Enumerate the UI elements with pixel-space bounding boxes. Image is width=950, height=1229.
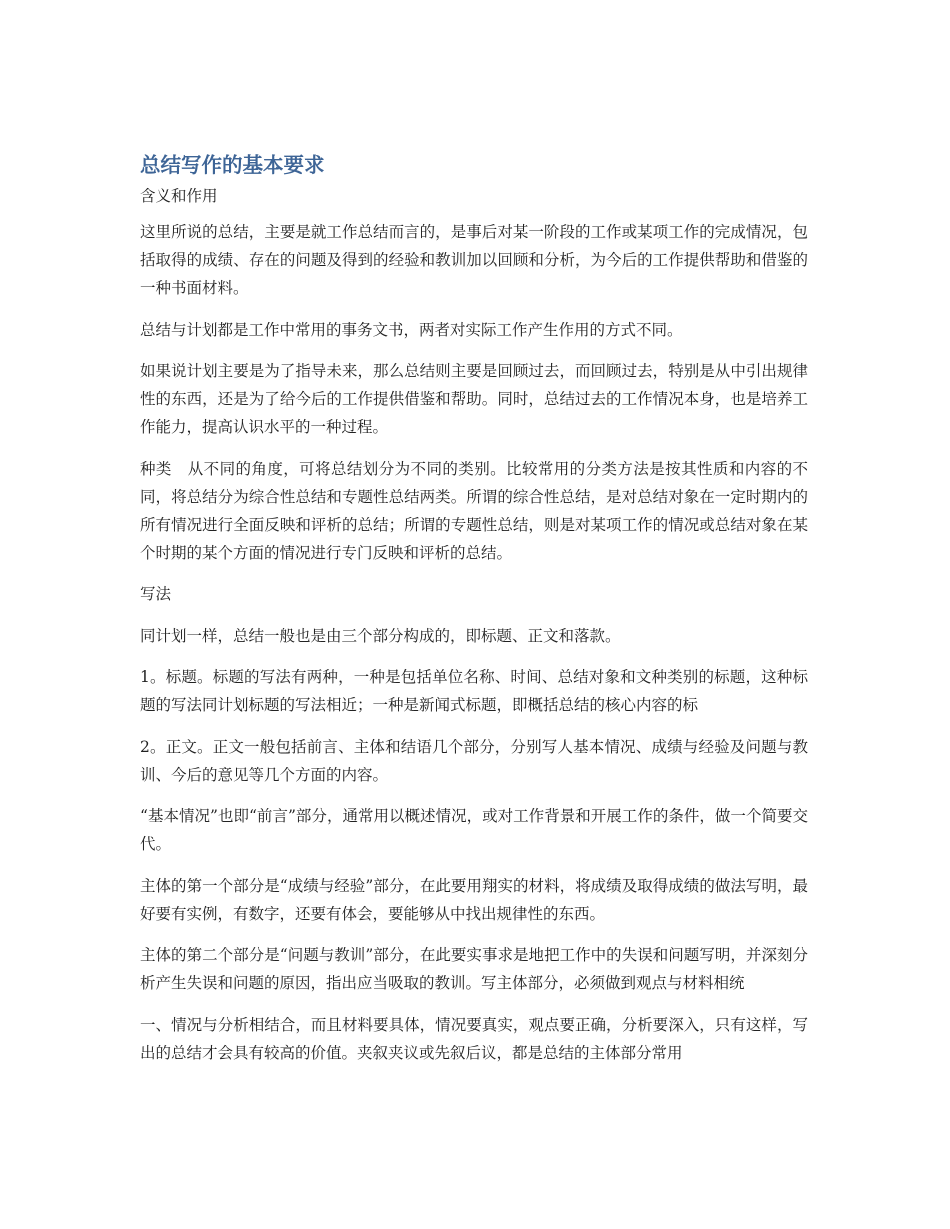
paragraph-analysis: 一、情况与分析相结合，而且材料要具体，情况要真实，观点要正确，分析要深入，只有这样，写出的总结才会具有较高的价值。夹叙夹议或先叙后议，都是总结的主体部分常用 (140, 1015, 808, 1062)
section-heading-writing: 写法 (140, 585, 172, 603)
paragraph-definition: 这里所说的总结，主要是就工作总结而言的，是事后对某一阶段的工作或某项工作的完成情况，包括取得的成绩、存在的问题及得到的经验和教训加以回顾和分析，为今后的工作提供帮助和借鉴的一种书面材料。 (140, 223, 808, 297)
paragraph-summary-vs-plan: 总结与计划都是工作中常用的事务文书，两者对实际工作产生作用的方式不同。 (140, 320, 683, 339)
paragraph-structure: 同计划一样，总结一般也是由三个部分构成的，即标题、正文和落款。 (140, 626, 621, 645)
document-page (140, 148, 808, 1080)
document-title: 总结写作的基本要求 (140, 153, 325, 177)
paragraph-achievements: 主体的第一个部分是“成绩与经验”部分，在此要用翔实的材料，将成绩及取得成绩的做法写明，最好要有实例，有数字，还要有体会，要能够从中找出规律性的东西。 (140, 876, 808, 923)
paragraph-basic-situation: “基本情况”也即“前言”部分，通常用以概述情况，或对工作背景和开展工作的条件，做一个简要交代。 (140, 807, 808, 853)
paragraph-body-rules: 2。正文。正文一般包括前言、主体和结语几个部分，分别写人基本情况、成绩与经验及问题与教训、今后的意见等几个方面的内容。 (140, 737, 808, 784)
section-heading-meaning: 含义和作用 (140, 187, 218, 205)
paragraph-purpose: 如果说计划主要是为了指导未来，那么总结则主要是回顾过去，而回顾过去，特别是从中引出规律性的东西，还是为了给今后的工作提供借鉴和帮助。同时，总结过去的工作情况本身，也是培养工作能力，提高认识水平的一种过程。 (140, 362, 808, 436)
paragraph-problems: 主体的第二个部分是“问题与教训”部分，在此要实事求是地把工作中的失误和问题写明，并深刻分析产生失误和问题的原因，指出应当吸取的教训。写主体部分，必须做到观点与材料相统 (140, 946, 808, 992)
paragraph-title-rules: 1。标题。标题的写法有两种，一种是包括单位名称、时间、总结对象和文种类别的标题，这种标题的写法同计划标题的写法相近；一种是新闻式标题，即概括总结的核心内容的标 (140, 668, 808, 714)
paragraph-types: 种类 从不同的角度，可将总结划分为不同的类别。比较常用的分类方法是按其性质和内容的不同，将总结分为综合性总结和专题性总结两类。所谓的综合性总结，是对总结对象在一定时期内的所有情况进行全面反映和评析的总结；所谓的专题性总结，则是对某项工作的情况或总结对象在某个时期的某个方面的情况进行专门反映和评析的总结。 (140, 459, 808, 562)
